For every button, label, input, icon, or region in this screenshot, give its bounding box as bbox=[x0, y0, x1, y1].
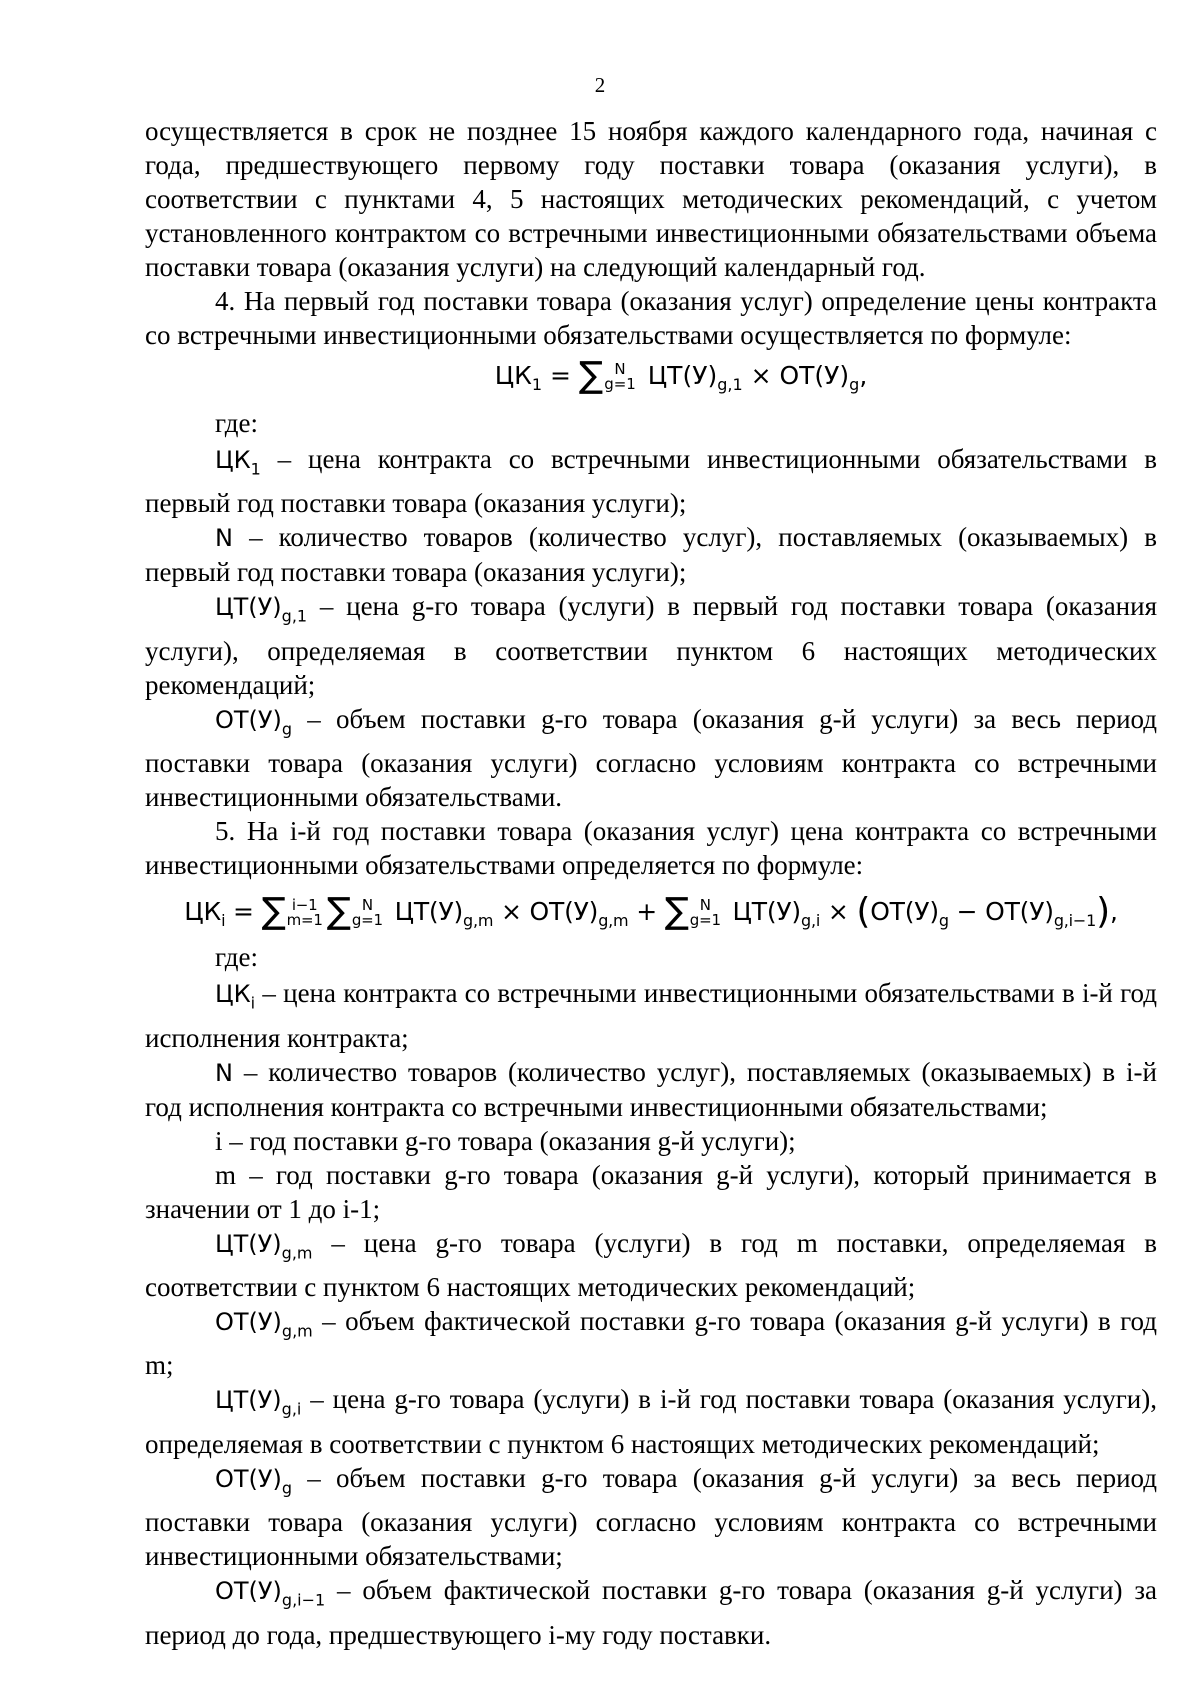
formula-first-year bbox=[145, 356, 1157, 396]
where-label: где: bbox=[215, 408, 258, 438]
sum-symbol: ∑ bbox=[578, 355, 604, 396]
formula-term: ЦТ(У) bbox=[724, 897, 801, 927]
definition-item bbox=[145, 1304, 1157, 1382]
formula-year-i bbox=[145, 892, 1157, 932]
definition-item bbox=[145, 1461, 1157, 1573]
definition-subscript: g,i bbox=[281, 1399, 302, 1419]
definitions-year-i bbox=[145, 976, 1157, 1651]
definition-item bbox=[145, 520, 1157, 589]
sum-symbol: ∑ bbox=[261, 891, 286, 933]
formula-punct: , bbox=[859, 361, 868, 390]
formula-term: ОТ(У) bbox=[985, 897, 1054, 927]
definition-item bbox=[145, 1055, 1157, 1124]
formula-subscript: g,i bbox=[800, 911, 821, 931]
definition-item bbox=[145, 442, 1157, 520]
formula-subscript: g bbox=[849, 375, 860, 394]
where-label: где: bbox=[215, 942, 258, 973]
sum-lower: m=1 bbox=[286, 911, 323, 930]
sum-symbol: ∑ bbox=[664, 891, 689, 933]
definition-text: – количество товаров (количество услуг), поставляемых (оказываемых) в первый год поставки товара (оказания услуги); bbox=[145, 522, 1157, 588]
definition-item bbox=[145, 1124, 1157, 1158]
definition-text: – цена g-го товара (услуги) в i-й год поставки товара (оказания услуги), определяемая в соответствии с пунктом 6 настоящих методических рекомендаций; bbox=[145, 1384, 1157, 1459]
definition-symbol: ЦТ(У) bbox=[215, 1386, 282, 1415]
formula-subscript: g,m bbox=[463, 911, 494, 931]
definition-text: – объем поставки g-го товара (оказания g-й услуги) за весь период поставки товара (оказания услуги) согласно условиям контракта со встречными инвестиционными обязательствами; bbox=[145, 1462, 1157, 1572]
definition-symbol: ОТ(У) bbox=[215, 1464, 282, 1493]
sum-lower: g=1 bbox=[689, 911, 721, 930]
sum-upper: N bbox=[614, 360, 626, 378]
definition-text: – объем фактической поставки g-го товара (оказания g-й услуги) за период до года, предшествующего i-му году поставки. bbox=[145, 1575, 1157, 1650]
definition-text: i – год поставки g-го товара (оказания g-й услуги); bbox=[215, 1125, 796, 1156]
formula-subscript: g bbox=[938, 911, 949, 931]
formula-term: ЦК bbox=[494, 361, 532, 390]
definition-symbol: ОТ(У) bbox=[215, 1307, 282, 1336]
definition-text: – цена контракта со встречными инвестиционными обязательствами в i-й год исполнения контракта; bbox=[145, 978, 1157, 1053]
definition-item bbox=[145, 702, 1157, 814]
definition-text: – объем поставки g-го товара (оказания g-й услуги) за весь период поставки товара (оказания услуги) согласно условиям контракта со встречными инвестиционными обязательствами. bbox=[145, 703, 1157, 813]
definition-text: – цена контракта со встречными инвестиционными обязательствами в первый год поставки товара (оказания услуги); bbox=[145, 444, 1157, 519]
intro-paragraph: осуществляется в срок не позднее 15 ноября каждого календарного года, начиная с года, предшествующего первому году поставки товара (оказания услуги), в соответствии с пунктами 4, 5 настоящих методических рекомендаций, с учетом установленного контрактом со встречными инвестиционными обязательствами объема поставки товара (оказания услуги) на следующий календарный год. bbox=[145, 116, 1157, 282]
definition-item bbox=[145, 589, 1157, 701]
sum-symbol: ∑ bbox=[326, 891, 351, 933]
definition-symbol: ЦТ(У) bbox=[215, 593, 282, 622]
formula-term: ОТ(У) bbox=[529, 897, 599, 927]
sum-upper: N bbox=[361, 896, 373, 915]
formula-term: ЦТ(У) bbox=[639, 361, 718, 390]
definition-text: – цена g-го товара (услуги) в год m поставки, определяемая в соответствии с пунктом 6 настоящих методических рекомендаций; bbox=[145, 1227, 1157, 1302]
sum-lower: g=1 bbox=[604, 375, 636, 393]
definition-item bbox=[145, 1573, 1157, 1651]
formula-subscript: i bbox=[221, 911, 226, 931]
definitions-first-year bbox=[145, 442, 1157, 814]
document-body bbox=[145, 114, 1157, 1652]
formula-operator: × bbox=[493, 897, 530, 927]
definition-text: – объем фактической поставки g-го товара (оказания g-й услуги) в год m; bbox=[145, 1305, 1157, 1381]
definition-text: – цена g-го товара (услуги) в первый год поставки товара (оказания услуги), определяемая в соответствии пунктом 6 настоящих методических рекомендаций; bbox=[145, 591, 1157, 700]
page-number: 2 bbox=[594, 73, 606, 97]
formula-punct: , bbox=[1109, 897, 1118, 927]
formula-subscript: 1 bbox=[531, 375, 543, 394]
formula-operator: × bbox=[820, 897, 857, 927]
paragraph-5: 5. На i-й год поставки товара (оказания услуг) цена контракта со встречными инвестиционными обязательствами определяется по формуле: bbox=[145, 816, 1157, 881]
definition-symbol: ЦК bbox=[215, 980, 251, 1009]
sum-lower: g=1 bbox=[351, 911, 383, 930]
definition-subscript: i bbox=[250, 993, 256, 1013]
definition-subscript: g bbox=[281, 1478, 293, 1498]
paragraph-4: 4. На первый год поставки товара (оказания услуг) определение цены контракта со встречными инвестиционными обязательствами осуществляется по формуле: bbox=[145, 286, 1157, 350]
definition-text: – количество товаров (количество услуг), поставляемых (оказываемых) в i-й год исполнения контракта со встречными инвестиционными обязательствами; bbox=[145, 1056, 1157, 1122]
definition-symbol: N bbox=[215, 524, 233, 553]
formula-operator: + bbox=[628, 897, 665, 927]
definition-subscript: g,i−1 bbox=[281, 1590, 326, 1610]
formula-operator: = bbox=[542, 361, 579, 390]
sum-upper: i−1 bbox=[291, 896, 318, 915]
definition-subscript: 1 bbox=[250, 459, 261, 479]
definition-subscript: g,m bbox=[281, 1321, 313, 1341]
formula-term: ОТ(У) bbox=[870, 897, 939, 927]
sum-limits bbox=[352, 898, 383, 928]
definition-subscript: g bbox=[281, 719, 293, 739]
formula-operator: − bbox=[948, 897, 986, 927]
sum-limits bbox=[604, 362, 636, 392]
sum-limits bbox=[690, 898, 721, 928]
sum-upper: N bbox=[699, 896, 711, 915]
formula-term: ЦК bbox=[184, 897, 222, 927]
definition-subscript: g,1 bbox=[281, 606, 308, 626]
definition-item bbox=[145, 1158, 1157, 1226]
definition-item bbox=[145, 1382, 1157, 1460]
sum-limits bbox=[287, 898, 323, 928]
definition-symbol: N bbox=[215, 1058, 233, 1087]
definition-symbol: ОТ(У) bbox=[215, 1577, 282, 1606]
formula-subscript: g,1 bbox=[717, 375, 743, 394]
formula-operator: × bbox=[742, 361, 780, 390]
definition-symbol: ЦК bbox=[215, 446, 251, 474]
formula-subscript: g,i−1 bbox=[1053, 911, 1097, 931]
formula-term: ОТ(У) bbox=[779, 361, 850, 390]
definition-subscript: g,m bbox=[281, 1242, 313, 1262]
definition-item bbox=[145, 976, 1157, 1054]
formula-term: ЦТ(У) bbox=[386, 897, 464, 927]
definition-item bbox=[145, 1226, 1157, 1304]
formula-operator: = bbox=[225, 897, 262, 927]
definition-text: m – год поставки g-го товара (оказания g-й услуги), который принимается в значении от 1 до i-1; bbox=[145, 1159, 1157, 1224]
formula-paren: ( bbox=[856, 891, 871, 933]
definition-symbol: ОТ(У) bbox=[215, 705, 282, 734]
definition-symbol: ЦТ(У) bbox=[215, 1229, 282, 1258]
formula-paren: ) bbox=[1096, 891, 1110, 933]
formula-subscript: g,m bbox=[598, 911, 629, 931]
